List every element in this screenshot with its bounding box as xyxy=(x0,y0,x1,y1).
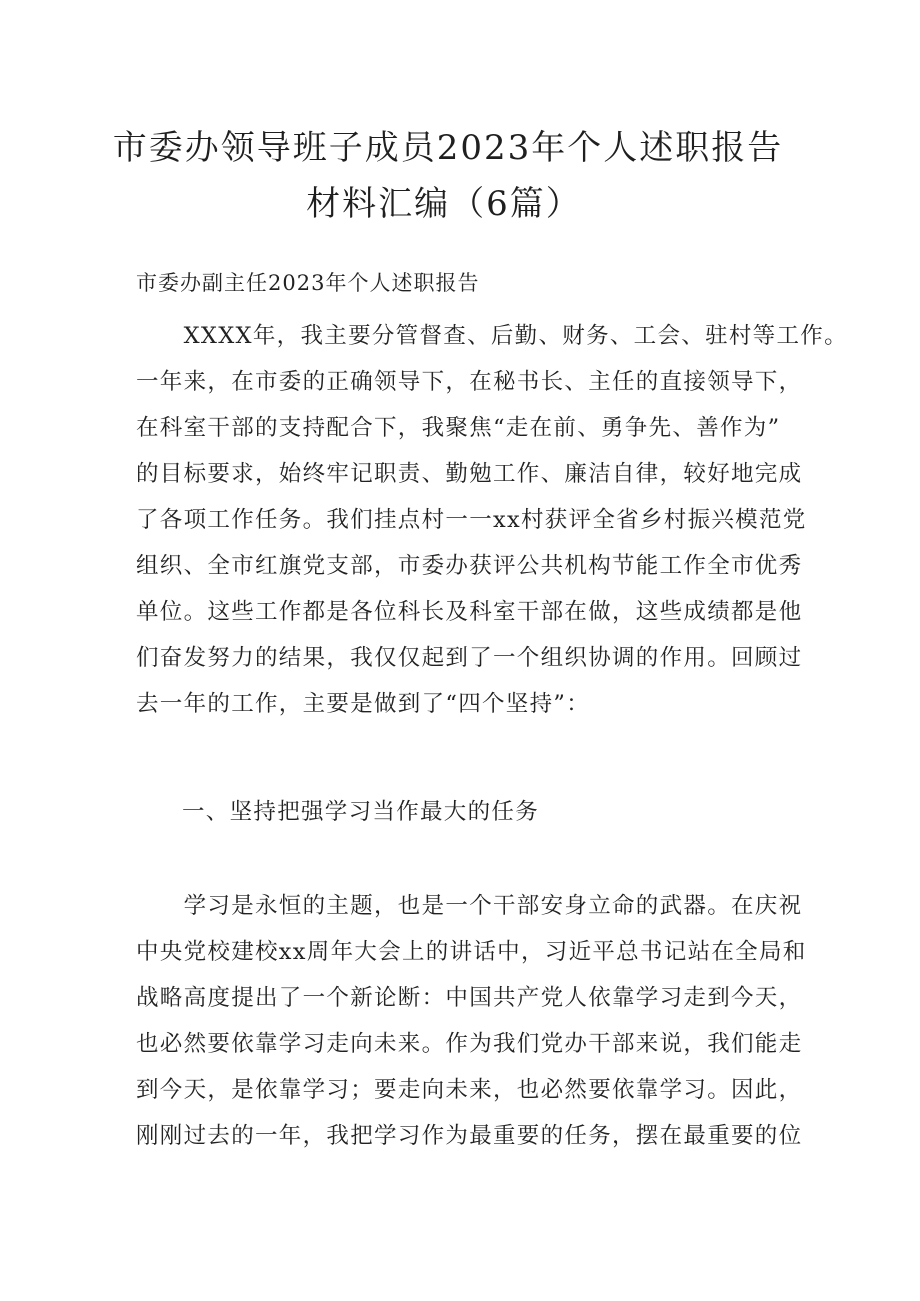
paragraph-line: 组织、全市红旗党支部，市委办获评公共机构节能工作全市优秀 xyxy=(136,553,803,579)
document-title-line-2: 材料汇编（6篇） xyxy=(306,184,582,224)
section-heading-1: 一、坚持把强学习当作最大的任务 xyxy=(182,799,540,825)
paragraph-line: 到今天，是依靠学习；要走向未来，也必然要依靠学习。因此， xyxy=(136,1077,803,1103)
paragraph-line: 在科室干部的支持配合下，我聚焦“走在前、勇争先、善作为” xyxy=(136,415,781,441)
paragraph-line: 也必然要依靠学习走向未来。作为我们党办干部来说，我们能走 xyxy=(136,1031,803,1057)
section-title: 市委办副主任2023年个人述职报告 xyxy=(136,271,480,295)
paragraph-line: 一年来，在市委的正确领导下，在秘书长、主任的直接领导下， xyxy=(136,369,803,395)
paragraph-line: 们奋发努力的结果，我仅仅起到了一个组织协调的作用。回顾过 xyxy=(136,645,803,671)
paragraph-line: 战略高度提出了一个新论断：中国共产党人依靠学习走到今天， xyxy=(136,985,803,1011)
paragraph-line: 了各项工作任务。我们挂点村一一xx村获评全省乡村振兴模范党 xyxy=(136,507,807,533)
paragraph-line: 学习是永恒的主题，也是一个干部安身立命的武器。在庆祝 xyxy=(136,893,803,919)
paragraph-line: 去一年的工作，主要是做到了“四个坚持”： xyxy=(136,691,591,717)
paragraph-1 xyxy=(136,313,848,727)
paragraph-line: 中央党校建校xx周年大会上的讲话中，习近平总书记站在全局和 xyxy=(136,939,807,965)
paragraph-line: 单位。这些工作都是各位科长及科室干部在做，这些成绩都是他 xyxy=(136,599,803,625)
paragraph-line: 的目标要求，始终牢记职责、勤勉工作、廉洁自律，较好地完成 xyxy=(136,461,803,487)
paragraph-line: XXXX年，我主要分管督查、后勤、财务、工会、驻村等工作。 xyxy=(136,323,848,349)
document-title-line-1: 市委办领导班子成员2023年个人述职报告 xyxy=(112,128,784,168)
paragraph-2 xyxy=(136,883,807,1159)
paragraph-line: 刚刚过去的一年，我把学习作为最重要的任务，摆在最重要的位 xyxy=(136,1123,803,1149)
